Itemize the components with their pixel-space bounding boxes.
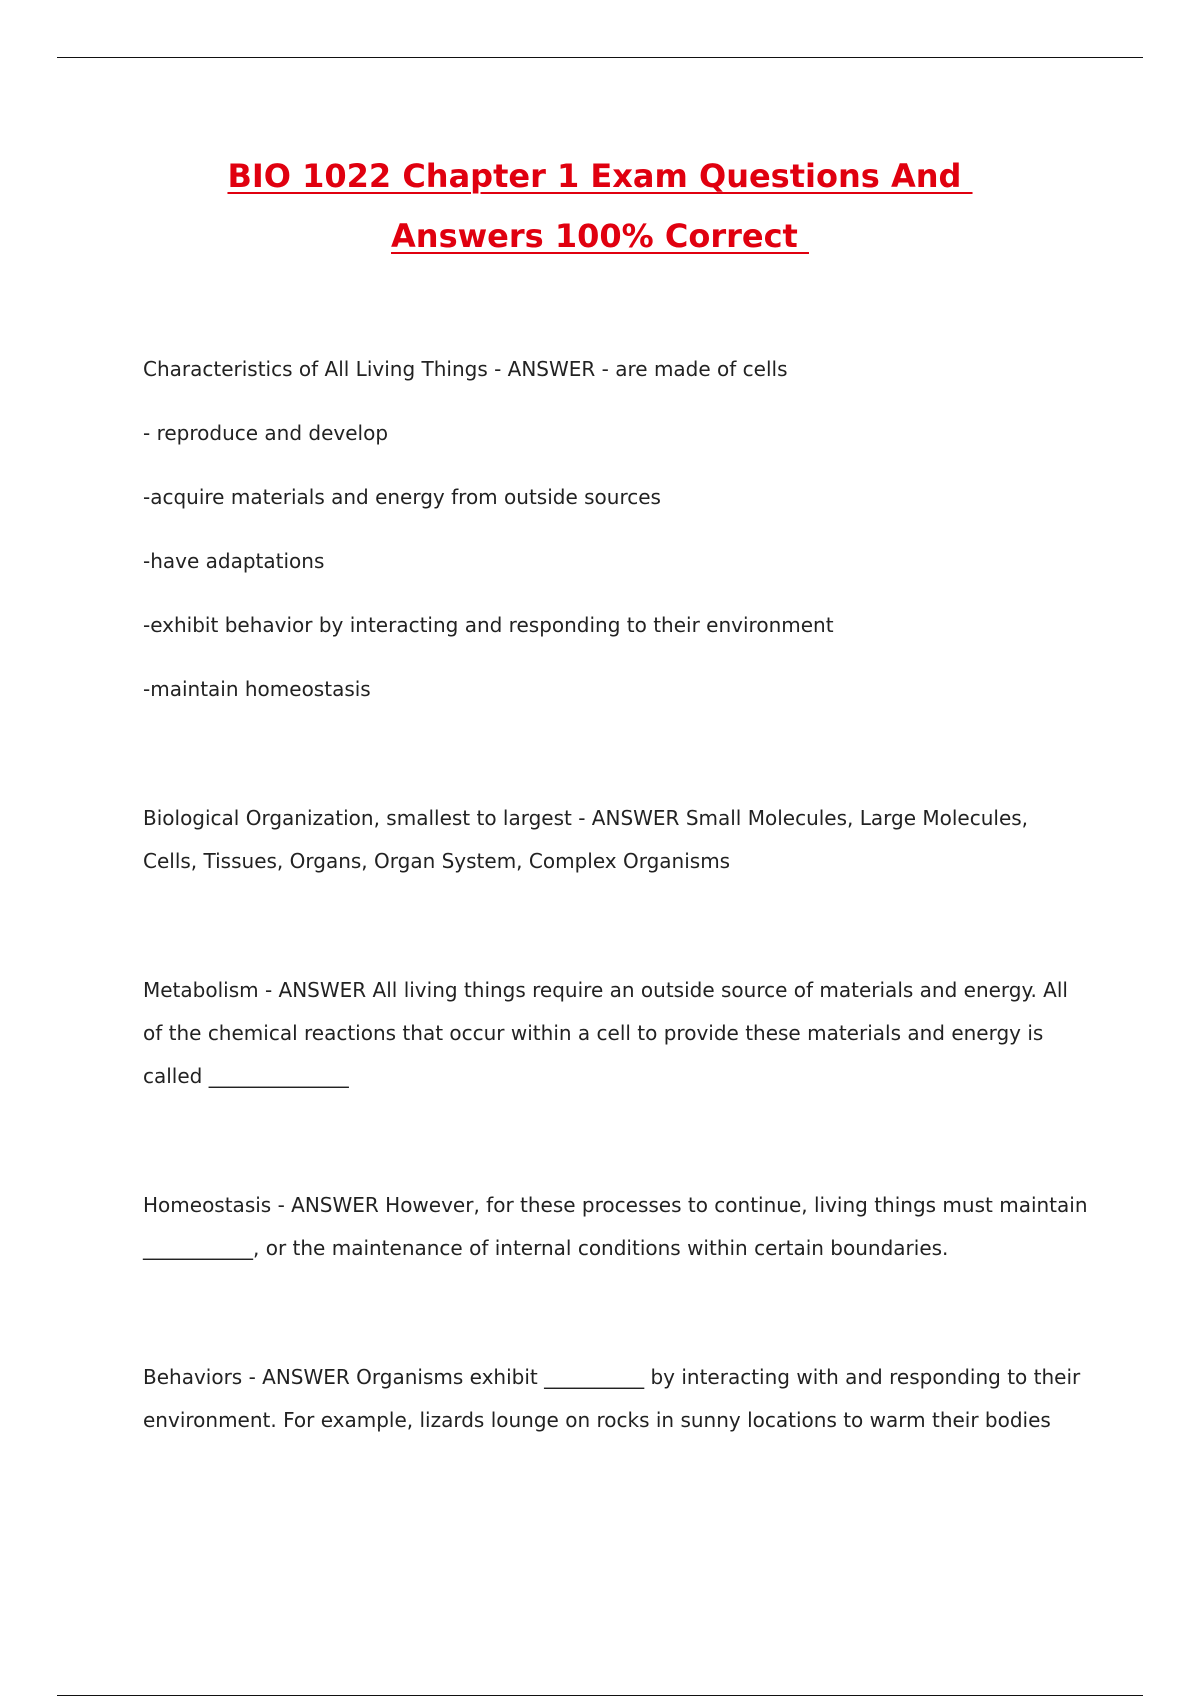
qa-entry-homeostasis	[143, 1184, 1103, 1270]
entry-line: ___________, or the maintenance of internal conditions within certain boundaries.	[143, 1236, 949, 1260]
entry-line: of the chemical reactions that occur within a cell to provide these materials and energy is	[143, 1021, 1044, 1045]
entry-line: Behaviors - ANSWER Organisms exhibit __________ by interacting with and responding to their	[143, 1365, 1081, 1389]
qa-entry-metabolism	[143, 969, 1103, 1098]
top-rule	[57, 57, 1143, 58]
qa-entry-behaviors	[143, 1356, 1103, 1442]
entry-line: -maintain homeostasis	[143, 677, 371, 701]
entry-line: Metabolism - ANSWER All living things require an outside source of materials and energy. All	[143, 978, 1068, 1002]
entry-line: -acquire materials and energy from outside sources	[143, 485, 661, 509]
entry-line: Characteristics of All Living Things - ANSWER - are made of cells	[143, 357, 788, 381]
entry-line: -exhibit behavior by interacting and responding to their environment	[143, 613, 834, 637]
entry-line: called ______________	[143, 1064, 349, 1088]
entry-line: -have adaptations	[143, 549, 325, 573]
document-title	[0, 146, 1200, 266]
qa-entry-biological-organization	[143, 797, 1103, 883]
entry-line: environment. For example, lizards lounge on rocks in sunny locations to warm their bodies	[143, 1408, 1051, 1432]
qa-entry-characteristics	[143, 348, 1103, 711]
title-line-2: Answers 100% Correct	[391, 217, 809, 255]
title-line-1: BIO 1022 Chapter 1 Exam Questions And	[227, 157, 973, 195]
entry-line: Cells, Tissues, Organs, Organ System, Complex Organisms	[143, 849, 731, 873]
entry-line: Biological Organization, smallest to largest - ANSWER Small Molecules, Large Molecules,	[143, 806, 1029, 830]
document-body	[143, 348, 1103, 1442]
entry-line: Homeostasis - ANSWER However, for these processes to continue, living things must maintain	[143, 1193, 1088, 1217]
bottom-rule	[57, 1695, 1143, 1696]
entry-line: - reproduce and develop	[143, 421, 389, 445]
